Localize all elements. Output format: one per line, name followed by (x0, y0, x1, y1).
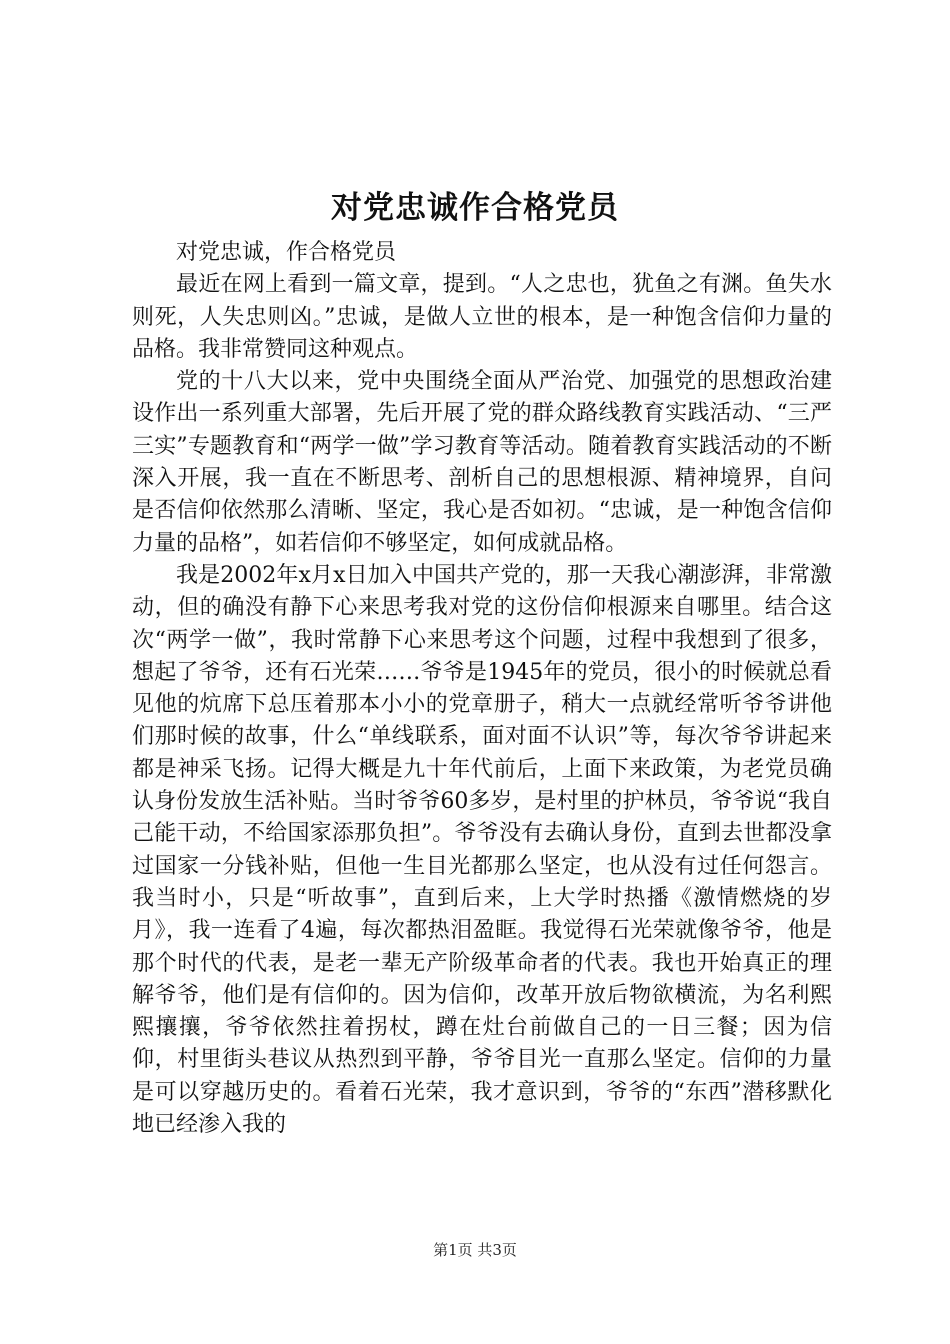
paragraph-grandfather-story: 我是2002年x月x日加入中国共产党的，那一天我心潮澎湃，非常激动，但的确没有静下心来思考我对党的这份信仰根源来自哪里。结合这次“两学一做”，我时常静下心来思考这个问题，过程中我想到了很多，想起了爷爷，还有石光荣……爷爷是1945年的党员，很小的时候就总看见他的炕席下总压着那本小小的党章册子，稍大一点就经常听爷爷讲他们那时候的故事，什么“单线联系，面对面不认识”等，每次爷爷讲起来都是神采飞扬。记得大概是九十年代前后，上面下来政策，为老党员确认身份发放生活补贴。当时爷爷60多岁，是村里的护林员，爷爷说“我自己能干动，不给国家添那负担”。爷爷没有去确认身份，直到去世都没拿过国家一分钱补贴，但他一生目光都那么坚定，也从没有过任何怨言。我当时小，只是“听故事”，直到后来，上大学时热播《激情燃烧的岁月》，我一连看了4遍，每次都热泪盈眶。我觉得石光荣就像爷爷，他是那个时代的代表，是老一辈无产阶级革命者的代表。我也开始真正的理解爷爷，他们是有信仰的。因为信仰，改革开放后物欲横流，为名利熙熙攘攘，爷爷依然拄着拐杖，蹲在灶台前做自己的一日三餐；因为信仰，村里街头巷议从热烈到平静，爷爷目光一直那么坚定。信仰的力量是可以穿越历史的。看着石光荣，我才意识到，爷爷的“东西”潜移默化地已经渗入我的 (132, 562, 832, 1138)
document-body (132, 237, 832, 1141)
document-title: 对党忠诚作合格党员 (331, 190, 619, 226)
paragraph-intro: 最近在网上看到一篇文章，提到。“人之忠也，犹鱼之有渊。鱼失水则死，人失忠则凶。”忠诚，是做人立世的根本，是一种饱含信仰力量的品格。我非常赞同这种观点。 (132, 272, 832, 362)
page-number-footer: 第1页 共3页 (433, 1241, 517, 1259)
paragraph-subtitle: 对党忠诚，作合格党员 (176, 240, 397, 265)
paragraph-party-education: 党的十八大以来，党中央围绕全面从严治党、加强党的思想政治建设作出一系列重大部署，先后开展了党的群众路线教育实践活动、“三严三实”专题教育和“两学一做”学习教育等活动。随着教育实践活动的不断深入开展，我一直在不断思考、剖析自己的思想根源、精神境界，自问是否信仰依然那么清晰、坚定，我心是否如初。“忠诚，是一种饱含信仰力量的品格”，如若信仰不够坚定，如何成就品格。 (132, 369, 832, 556)
